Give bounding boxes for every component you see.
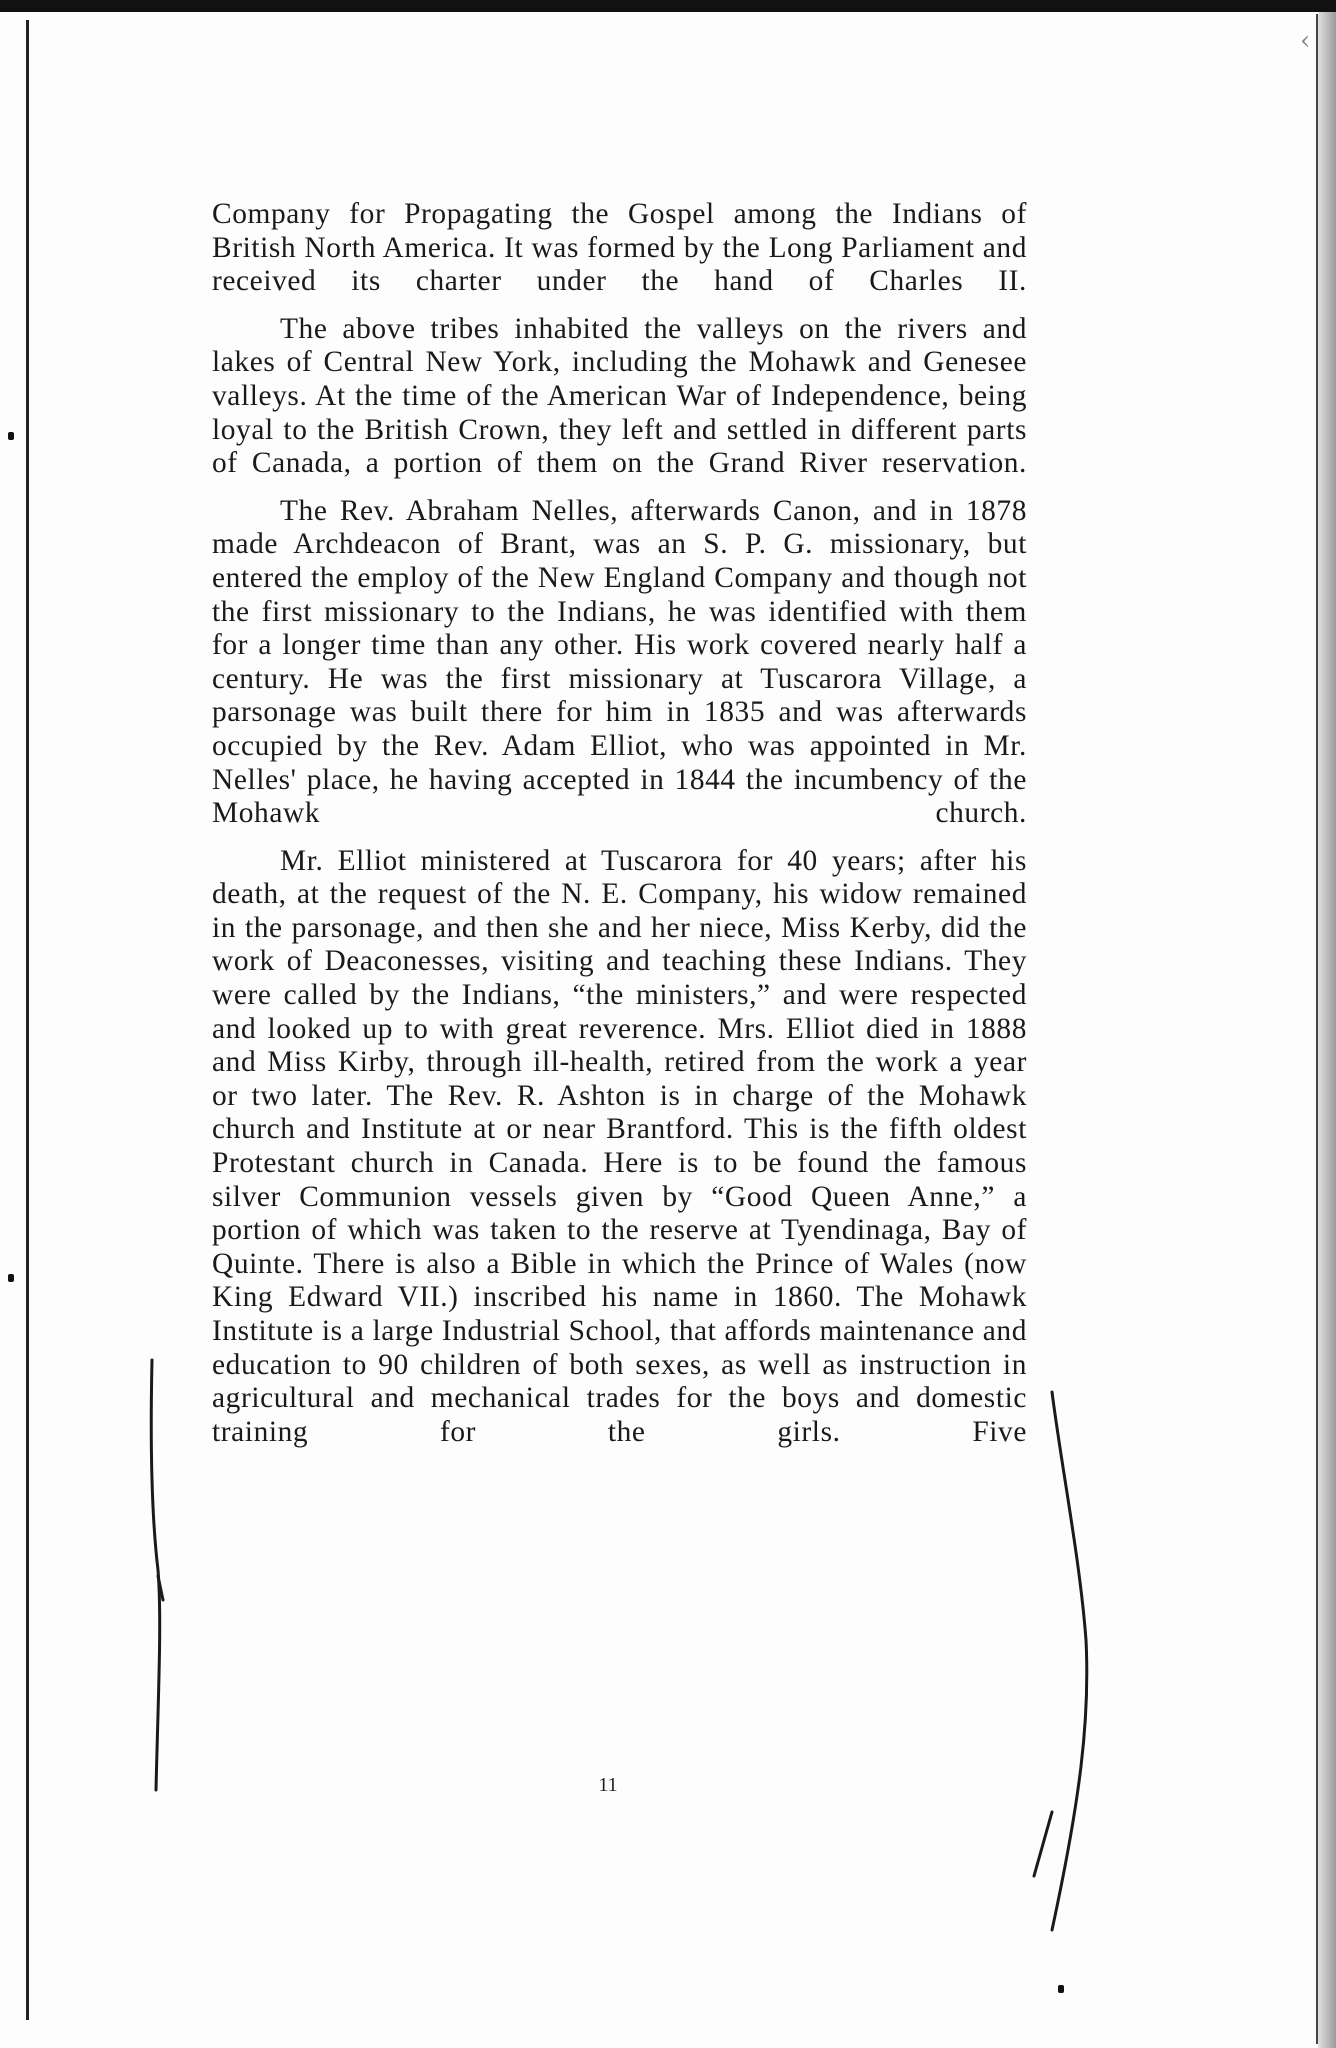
right-bracket-slash <box>1034 1812 1052 1876</box>
page-right-edge <box>1316 14 1318 2044</box>
binding-hole-mark <box>8 1274 14 1282</box>
page-number: 11 <box>598 1774 618 1796</box>
paragraph: The above tribes inhabited the valleys on the rivers and lakes of Central New York, including the Mohawk and Genesee valleys. At the time of the American War of Independence, being loyal to the British Crown, they left and settled in different parts of Canada, a portion of them on the Grand River reservation. <box>212 312 1027 480</box>
paragraph: Company for Propagating the Gospel among the Indians of British North America. It was formed by the Long Parliament and received its charter under the hand of Charles II. <box>212 198 1027 298</box>
binding-hole-mark <box>1058 1985 1064 1993</box>
paragraph: Mr. Elliot ministered at Tuscarora for 40 years; after his death, at the request of the N. E. Company, his widow remained in the parsonage, and then she and her niece, Miss Kerby, did the work of Deaconesses, visiting and teaching these Indians. They were called by the Indians, “the ministers,” and were respected and looked up to with great reverence. Mrs. Elliot died in 1888 and Miss Kirby, through ill-health, retired from the work a year or two later. The Rev. R. Ashton is in charge of the Mohawk church and Institute at or near Brantford. This is the fifth oldest Protestant church in Canada. Here is to be found the famous silver Communion vessels given by “Good Queen Anne,” a portion of which was taken to the reserve at Tyendinaga, Bay of Quinte. There is also a Bible in which the Prince of Wales (now King Edward VII.) inscribed his name in 1860. The Mohawk Institute is a large Industrial School, that affords maintenance and education to 90 children of both sexes, as well as instruction in agricultural and mechanical trades for the boys and domestic training for the girls. Five <box>212 844 1027 1448</box>
scan-top-border <box>0 0 1336 12</box>
binding-hole-mark <box>8 432 14 440</box>
body-text <box>212 198 1027 1463</box>
right-bracket-mark <box>1052 1392 1087 1930</box>
left-bracket-tick <box>158 1576 163 1600</box>
page-left-edge <box>26 20 29 2020</box>
page-right-shadow <box>1318 12 1336 2048</box>
corner-mark: ‹ <box>1300 26 1311 56</box>
left-bracket-mark <box>151 1360 159 1790</box>
paragraph: The Rev. Abraham Nelles, afterwards Canon, and in 1878 made Archdeacon of Brant, was an S. P. G. missionary, but entered the employ of the New England Company and though not the first missionary to the Indians, he was identified with them for a longer time than any other. His work covered nearly half a century. He was the first missionary at Tuscarora Village, a parsonage was built there for him in 1835 and was afterwards occupied by the Rev. Adam Elliot, who was appointed in Mr. Nelles' place, he having accepted in 1844 the incumbency of the Mohawk church. <box>212 494 1027 830</box>
